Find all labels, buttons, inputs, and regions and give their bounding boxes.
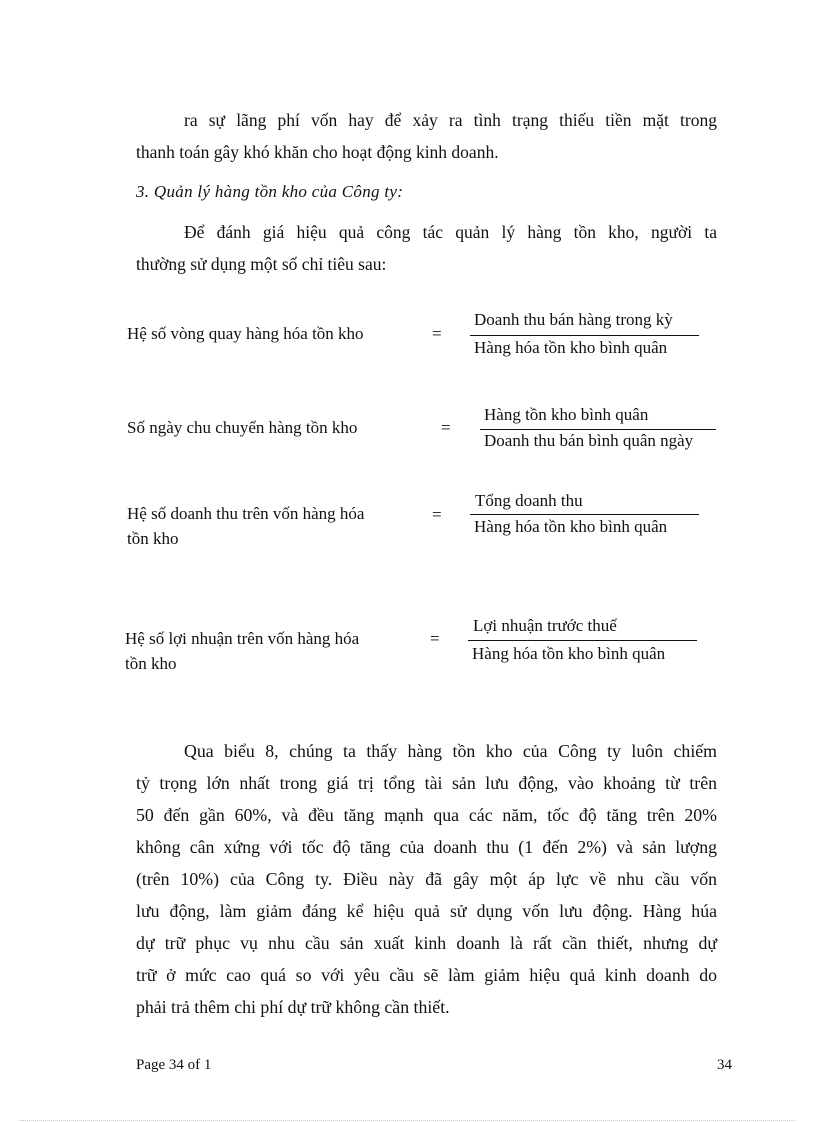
formula-label: tồn kho [125,654,177,673]
formula-label: Hệ số vòng quay hàng hóa tồn kho [127,324,364,343]
formula-denominator: Doanh thu bán bình quân ngày [484,431,694,450]
text-line: (trên 10%) của Công ty. Điều này đã gây một áp lực về nhu cầu vốn [136,869,717,889]
text-line: trữ ở mức cao quá so với yêu cầu sẽ làm giảm hiệu quả kinh doanh do [136,965,717,985]
equals-sign: = [441,418,451,437]
text-line: phải trả thêm chi phí dự trữ không cần thiết. [136,997,450,1017]
formula-label: tồn kho [127,529,179,548]
formula-numerator: Doanh thu bán hàng trong kỳ [474,310,673,329]
formula-numerator: Lợi nhuận trước thuế [473,616,617,635]
analysis-paragraph [136,735,717,1023]
formula-numerator: Tổng doanh thu [475,491,583,510]
intro-paragraph [136,104,717,168]
equals-sign: = [432,505,442,524]
text-line: thanh toán gây khó khăn cho hoạt động kinh doanh. [136,142,499,162]
indicators-intro-paragraph [136,216,717,280]
text-line: tỷ trọng lớn nhất trong giá trị tổng tài sản lưu động, vào khoảng từ trên [136,773,717,793]
text-line: thường sử dụng một số chỉ tiêu sau: [136,254,387,274]
fraction-bar [470,514,699,515]
fraction-bar [480,429,716,430]
text-line: dự trữ phục vụ nhu cầu sản xuất kinh doanh là rất cần thiết, nhưng dự [136,933,717,953]
text-line: 50 đến gần 60%, và đều tăng mạnh qua các năm, tốc độ tăng trên 20% [136,805,717,825]
fraction-bar [470,335,699,336]
formula-denominator: Hàng hóa tồn kho bình quân [474,517,668,536]
equals-sign: = [432,324,442,343]
fraction-bar [468,640,697,641]
formula-numerator: Hàng tồn kho bình quân [484,405,649,424]
formula-label: Số ngày chu chuyển hàng tồn kho [127,418,358,437]
text-line: lưu động, làm giảm đáng kể hiệu quả sử dụng vốn lưu động. Hàng húa [136,901,717,921]
text-line: Để đánh giá hiệu quả công tác quản lý hàng tồn kho, người ta [184,222,717,242]
page-edge-divider [20,1120,796,1121]
page-number: 34 [717,1057,732,1073]
text-line: Qua biểu 8, chúng ta thấy hàng tồn kho của Công ty luôn chiếm [184,741,717,761]
formula-label: Hệ số doanh thu trên vốn hàng hóa [127,504,365,523]
formula-label: Hệ số lợi nhuận trên vốn hàng hóa [125,629,360,648]
formula-denominator: Hàng hóa tồn kho bình quân [472,644,666,663]
page-footer-label: Page 34 of 1 [136,1057,212,1073]
formula-denominator: Hàng hóa tồn kho bình quân [474,338,668,357]
text-line: ra sự lãng phí vốn hay để xảy ra tình trạng thiếu tiền mặt trong [184,110,717,130]
equals-sign: = [430,629,440,648]
text-line: không cân xứng với tốc độ tăng của doanh thu (1 đến 2%) và sản lượng [136,837,717,857]
section-heading: 3. Quản lý hàng tồn kho của Công ty: [136,182,404,201]
